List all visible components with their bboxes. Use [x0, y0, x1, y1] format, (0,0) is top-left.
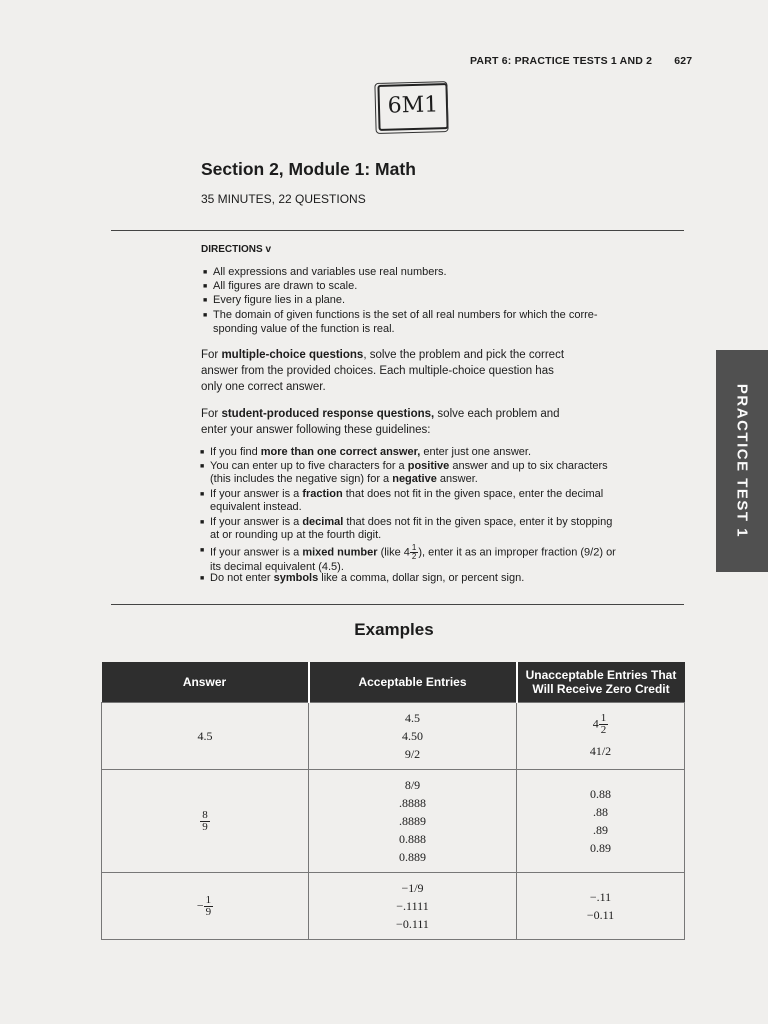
page-number: 627 [674, 55, 693, 67]
examples-title: Examples [354, 620, 434, 639]
column-header: Acceptable Entries [309, 662, 517, 703]
guideline-item: ■ If you find more than one correct answer, enter just one answer. [210, 446, 531, 459]
table-row [102, 770, 685, 873]
column-header: Unacceptable Entries That Will Receive Zero Credit [517, 662, 685, 703]
examples-table [101, 662, 685, 940]
acceptable-cell: 8/9 .8888 .8889 0.888 0.889 [309, 770, 517, 873]
unacceptable-cell: 4 $\frac{1}{2}$ 41/2 [517, 703, 685, 770]
acceptable-cell: 4.5 4.50 9/2 [309, 703, 517, 770]
divider [111, 230, 684, 231]
mixed-number: 4 $\frac{1}{2}$ [592, 711, 607, 736]
guideline-item: ■ Do not enter symbols like a comma, dollar sign, or percent sign. [210, 572, 524, 585]
list-item-cont: sponding value of the function is real. [213, 323, 395, 335]
spr-instructions: For student-produced response questions, solve each problem and enter your answer following these guidelines: [201, 408, 560, 436]
practice-test-tab: PRACTICE TEST 1 [716, 350, 768, 572]
answer-cell: 4.5 [102, 703, 309, 770]
unacceptable-cell: 0.88 .88 .89 0.89 [517, 770, 685, 873]
list-item: ■ Every figure lies in a plane. [213, 294, 345, 307]
section-subtitle: 35 MINUTES, 22 QUESTIONS [201, 192, 366, 206]
handwritten-label: 6M1 [377, 83, 448, 131]
running-head: PART 6: PRACTICE TESTS 1 AND 2 627 [470, 55, 693, 67]
table-header-row [102, 662, 685, 703]
answer-cell: $\frac{8}{9}$ [102, 770, 309, 873]
divider [111, 604, 684, 605]
answer-cell: − $\frac{1}{9}$ [102, 873, 309, 940]
directions-heading: DIRECTIONS v [201, 244, 272, 255]
acceptable-cell: −1/9 −.1111 −0.111 [309, 873, 517, 940]
chevron-down-icon: v [265, 244, 272, 255]
guideline-item: ■ If your answer is a decimal that does not fit in the given space, enter it by stopping at or rounding up at the fourth digit. [210, 516, 612, 542]
section-title: Section 2, Module 1: Math [201, 159, 416, 179]
list-item: ■ All expressions and variables use real numbers. [213, 266, 447, 279]
table-row [102, 703, 685, 770]
unacceptable-cell: −.11 −0.11 [517, 873, 685, 940]
table-row [102, 873, 685, 940]
guideline-item: ■ If your answer is a fraction that does not fit in the given space, enter the decimal equivalent instead. [210, 488, 603, 514]
column-header: Answer [102, 662, 309, 703]
mc-instructions: For multiple-choice questions, solve the problem and pick the correct answer from the provided choices. Each multiple-choice question has only one correct answer. [201, 349, 565, 393]
guideline-item: ■ If your answer is a mixed number (like 4 $\frac{1}{2}$ ), enter it as an improper fraction (9/2) or its decimal equivalent (4.5). [210, 544, 616, 574]
list-item: ■ All figures are drawn to scale. [213, 280, 357, 293]
list-item: ■ The domain of given functions is the set of all real numbers for which the corre- [213, 309, 598, 322]
guideline-item: ■ You can enter up to five characters for a positive answer and up to six characters (this includes the negative sign) for a negative answer. [210, 460, 608, 486]
